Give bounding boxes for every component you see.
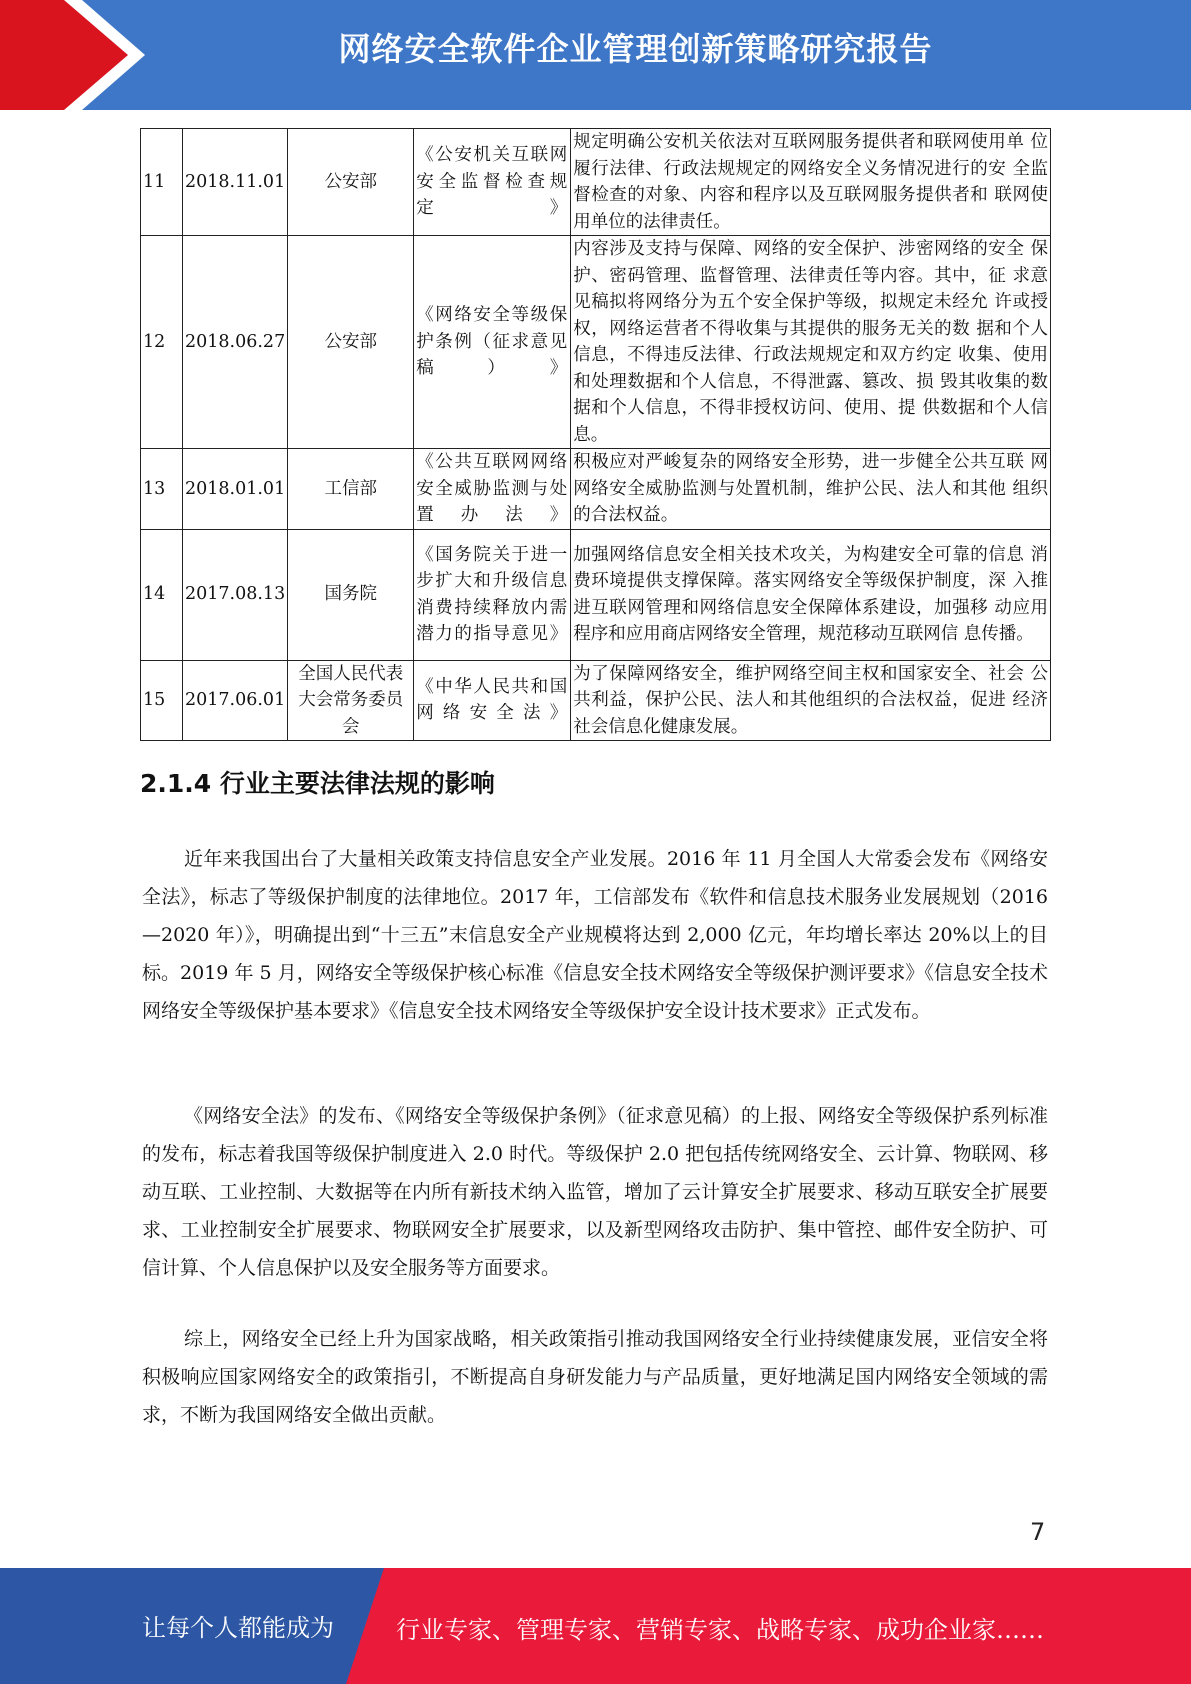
row-regulation-name: 《公共互联网网络安全威胁监测与处置办法》 [414, 449, 571, 530]
table-row [141, 660, 1051, 741]
page-footer [0, 1568, 1191, 1684]
table-row [141, 449, 1051, 530]
row-department: 工信部 [288, 449, 414, 530]
table-row [141, 129, 1051, 236]
row-description: 为了保障网络安全，维护网络空间主权和国家安全、社会 公共利益，保护公民、法人和其他组织的合法权益，促进 经济社会信息化健康发展。 [571, 660, 1051, 741]
row-department: 国务院 [288, 529, 414, 660]
row-description: 加强网络信息安全相关技术攻关，为构建安全可靠的信息 消费环境提供支撑保障。落实网络安全等级保护制度，深 入推进互联网管理和网络信息安全保障体系建设，加强移 动应用程序和应用商店网络安全管理，规范移动互联网信 息传播。 [571, 529, 1051, 660]
row-date: 2018.06.27 [183, 236, 288, 449]
row-department: 全国人民代表大会常务委员会 [288, 660, 414, 741]
row-regulation-name: 《中华人民共和国网络安全法》 [414, 660, 571, 741]
footer-slogan-left: 让每个人都能成为 [142, 1614, 334, 1642]
table-row [141, 529, 1051, 660]
body-paragraph: 近年来我国出台了大量相关政策支持信息安全产业发展。2016 年 11 月全国人大常委会发布《网络安全法》，标志了等级保护制度的法律地位。2017 年，工信部发布《软件和信息技术服务业发展规划（2016—2020 年）》，明确提出到“十三五”末信息安全产业规模将达到 2,000 亿元，年均增长率达 20%以上的目标。2019 年 5 月，网络安全等级保护核心标准《信息安全技术网络安全等级保护测评要求》《信息安全技术网络安全等级保护基本要求》《信息安全技术网络安全等级保护安全设计技术要求》正式发布。 [142, 848, 1048, 1022]
row-regulation-name: 《公安机关互联网安全监督检查规定》 [414, 129, 571, 236]
row-department: 公安部 [288, 129, 414, 236]
row-number: 14 [141, 529, 183, 660]
row-number: 12 [141, 236, 183, 449]
page-number: 7 [1030, 1518, 1046, 1546]
row-regulation-name: 《网络安全等级保护条例（征求意见稿）》 [414, 236, 571, 449]
regulation-table [140, 128, 1051, 741]
row-date: 2018.01.01 [183, 449, 288, 530]
footer-slogan-right: 行业专家、管理专家、营销专家、战略专家、成功企业家…… [396, 1616, 1044, 1644]
row-description: 规定明确公安机关依法对互联网服务提供者和联网使用单 位履行法律、行政法规规定的网络安全义务情况进行的安 全监督检查的对象、内容和程序以及互联网服务提供者和 联网使用单位的法律责任。 [571, 129, 1051, 236]
row-department: 公安部 [288, 236, 414, 449]
body-paragraph: 《网络安全法》的发布、《网络安全等级保护条例》（征求意见稿）的上报、网络安全等级保护系列标准的发布，标志着我国等级保护制度进入 2.0 时代。等级保护 2.0 把包括传统网络安全、云计算、物联网、移动互联、工业控制、大数据等在内所有新技术纳入监管，增加了云计算安全扩展要求、移动互联安全扩展要求、工业控制安全扩展要求、物联网安全扩展要求，以及新型网络攻击防护、集中管控、邮件安全防护、可信计算、个人信息保护以及安全服务等方面要求。 [142, 1105, 1048, 1279]
row-number: 15 [141, 660, 183, 741]
row-description: 积极应对严峻复杂的网络安全形势，进一步健全公共互联 网网络安全威胁监测与处置机制，维护公民、法人和其他 组织的合法权益。 [571, 449, 1051, 530]
row-regulation-name: 《国务院关于进一步扩大和升级信息消费持续释放内需潜力的指导意见》 [414, 529, 571, 660]
row-date: 2017.08.13 [183, 529, 288, 660]
table-row [141, 236, 1051, 449]
row-description: 内容涉及支持与保障、网络的安全保护、涉密网络的安全 保护、密码管理、监督管理、法律责任等内容。其中，征 求意见稿拟将网络分为五个安全保护等级，拟规定未经允 许或授权，网络运营者不得收集与其提供的服务无关的数 据和个人信息，不得违反法律、行政法规规定和双方约定 收集、使用和处理数据和个人信息，不得泄露、篡改、损 毁其收集的数据和个人信息，不得非授权访问、使用、提 供数据和个人信息。 [571, 236, 1051, 449]
row-number: 11 [141, 129, 183, 236]
page-header [0, 0, 1191, 110]
body-paragraph: 综上，网络安全已经上升为国家战略，相关政策指引推动我国网络安全行业持续健康发展，亚信安全将积极响应国家网络安全的政策指引，不断提高自身研发能力与产品质量，更好地满足国内网络安全领域的需求，不断为我国网络安全做出贡献。 [142, 1328, 1048, 1426]
report-title: 网络安全软件企业管理创新策略研究报告 [338, 30, 933, 68]
row-date: 2017.06.01 [183, 660, 288, 741]
row-date: 2018.11.01 [183, 129, 288, 236]
section-heading: 2.1.4 行业主要法律法规的影响 [140, 769, 495, 798]
row-number: 13 [141, 449, 183, 530]
